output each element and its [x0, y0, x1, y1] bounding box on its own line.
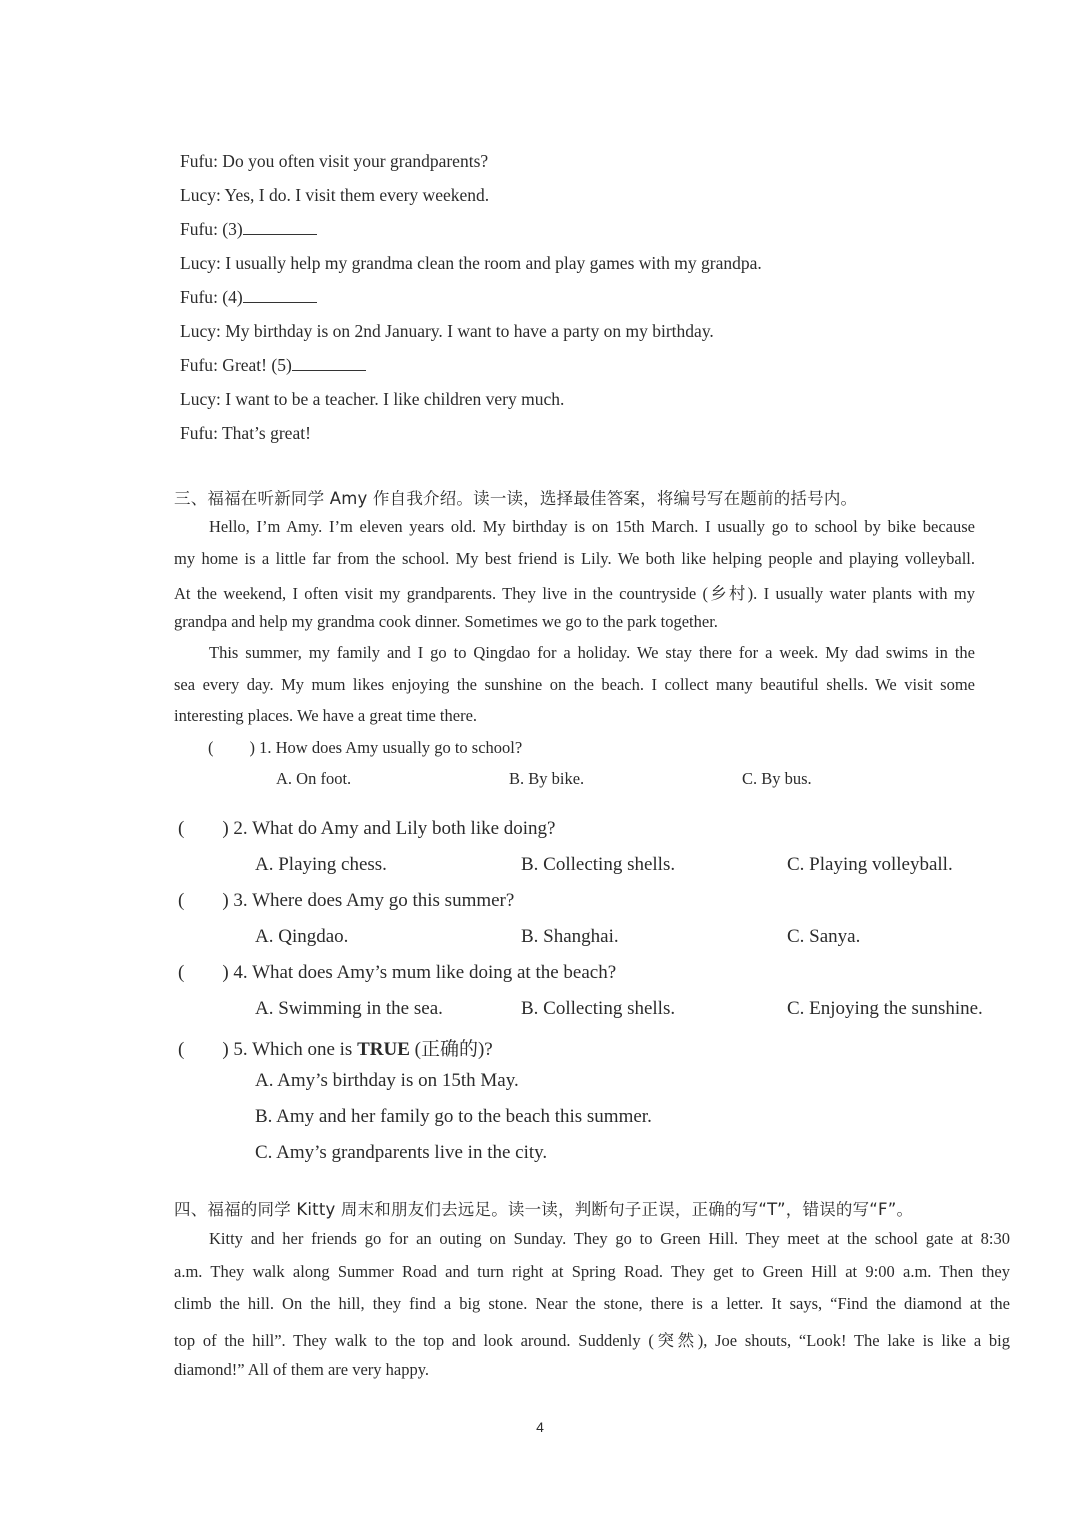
answer-paren-close: ) — [222, 890, 229, 911]
question-5: ( ) 5. Which one is TRUE (正确的)? — [178, 1039, 493, 1060]
question-2 — [178, 818, 556, 840]
option-b[interactable]: B. Collecting shells. — [521, 998, 676, 1019]
passage-line: top of the hill”. They walk to the top and look around. Suddenly (突然), Joe shouts, “Look! The lake is like a big — [174, 1331, 1010, 1350]
answer-paren-open[interactable]: ( — [178, 1039, 185, 1060]
question-text: 2. What do Amy and Lily both like doing? — [233, 818, 556, 839]
dialogue-line: Fufu: That’s great! — [180, 423, 311, 443]
question-text: 1. How does Amy usually go to school? — [259, 738, 523, 757]
option-a[interactable]: A. Swimming in the sea. — [255, 998, 443, 1019]
answer-paren-close: ) — [249, 738, 255, 757]
dialogue-line: Lucy: Yes, I do. I visit them every weekend. — [180, 185, 490, 205]
option-b[interactable]: B. Collecting shells. — [521, 854, 676, 875]
dialogue-line: Lucy: My birthday is on 2nd January. I want to have a party on my birthday. — [180, 321, 714, 341]
dialogue-line: Lucy: I want to be a teacher. I like children very much. — [180, 389, 565, 409]
passage-line: my home is a little far from the school. My best friend is Lily. We both like helping people and playing volleyball. — [174, 549, 975, 568]
passage-line: grandpa and help my grandma cook dinner. Sometimes we go to the park together. — [174, 612, 718, 631]
passage-line: a.m. They walk along Summer Road and turn right at Spring Road. They get to Green Hill at 9:00 a.m. Then they — [174, 1262, 1010, 1281]
dialogue-line: Fufu: (3) — [180, 219, 317, 240]
dialogue-line: Lucy: I usually help my grandma clean the room and play games with my grandpa. — [180, 253, 762, 273]
answer-paren-open[interactable]: ( — [178, 962, 185, 983]
option-a[interactable]: A. Qingdao. — [255, 926, 349, 947]
option-a[interactable]: A. On foot. — [276, 769, 352, 788]
option-c[interactable]: C. Enjoying the sunshine. — [787, 998, 983, 1019]
option-c[interactable]: C. Amy’s grandparents live in the city. — [255, 1142, 548, 1163]
question-text: 3. Where does Amy go this summer? — [233, 890, 515, 911]
passage-line: This summer, my family and I go to Qingdao for a holiday. We stay there for a week. My dad swims in the — [209, 643, 975, 662]
dialogue-line: Fufu: Do you often visit your grandparents? — [180, 151, 489, 171]
dialogue-line: Fufu: (4) — [180, 287, 317, 308]
page-number: 4 — [536, 1419, 544, 1435]
section-4-heading: 四、福福的同学 Kitty 周末和朋友们去远足。读一读，判断句子正误，正确的写“T”，错误的写“F”。 — [174, 1200, 914, 1219]
passage-line: Kitty and her friends go for an outing on Sunday. They go to Green Hill. They meet at the school gate at 8:30 — [209, 1229, 1010, 1248]
answer-blank[interactable] — [243, 220, 317, 235]
option-c[interactable]: C. Sanya. — [787, 926, 861, 947]
option-c[interactable]: C. Playing volleyball. — [787, 854, 953, 875]
passage-line: climb the hill. On the hill, they find a big stone. Near the stone, there is a letter. It says, “Find the diamond at the — [174, 1294, 1010, 1313]
answer-paren-open[interactable]: ( — [208, 738, 214, 757]
passage-line: interesting places. We have a great time there. — [174, 706, 478, 725]
passage-line: Hello, I’m Amy. I’m eleven years old. My birthday is on 15th March. I usually go to school by bike because — [209, 517, 975, 536]
option-a[interactable]: A. Playing chess. — [255, 854, 387, 875]
section-3-heading: 三、福福在听新同学 Amy 作自我介绍。读一读，选择最佳答案，将编号写在题前的括号内。 — [174, 489, 858, 508]
answer-paren-close: ) — [222, 1039, 229, 1060]
option-b[interactable]: B. By bike. — [509, 769, 585, 788]
question-text: 4. What does Amy’s mum like doing at the beach? — [233, 962, 617, 983]
question-3 — [178, 890, 514, 912]
answer-paren-close: ) — [222, 818, 229, 839]
dialogue-line: Fufu: Great! (5) — [180, 355, 366, 376]
answer-paren-close: ) — [222, 962, 229, 983]
option-c[interactable]: C. By bus. — [742, 769, 812, 788]
answer-paren-open[interactable]: ( — [178, 818, 185, 839]
option-b[interactable]: B. Shanghai. — [521, 926, 619, 947]
answer-paren-open[interactable]: ( — [178, 890, 185, 911]
answer-blank[interactable] — [243, 288, 317, 303]
passage-line: At the weekend, I often visit my grandparents. They live in the countryside (乡村). I usually water plants with my — [174, 584, 975, 603]
option-a[interactable]: A. Amy’s birthday is on 15th May. — [255, 1070, 519, 1091]
question-1 — [208, 738, 522, 758]
passage-line: diamond!” All of them are very happy. — [174, 1360, 430, 1379]
option-b[interactable]: B. Amy and her family go to the beach this summer. — [255, 1106, 652, 1127]
passage-line: sea every day. My mum likes enjoying the sunshine on the beach. I collect many beautiful shells. We visit some — [174, 675, 975, 694]
emphasis-true: TRUE — [357, 1039, 410, 1060]
answer-blank[interactable] — [292, 356, 366, 371]
question-4 — [178, 962, 616, 984]
